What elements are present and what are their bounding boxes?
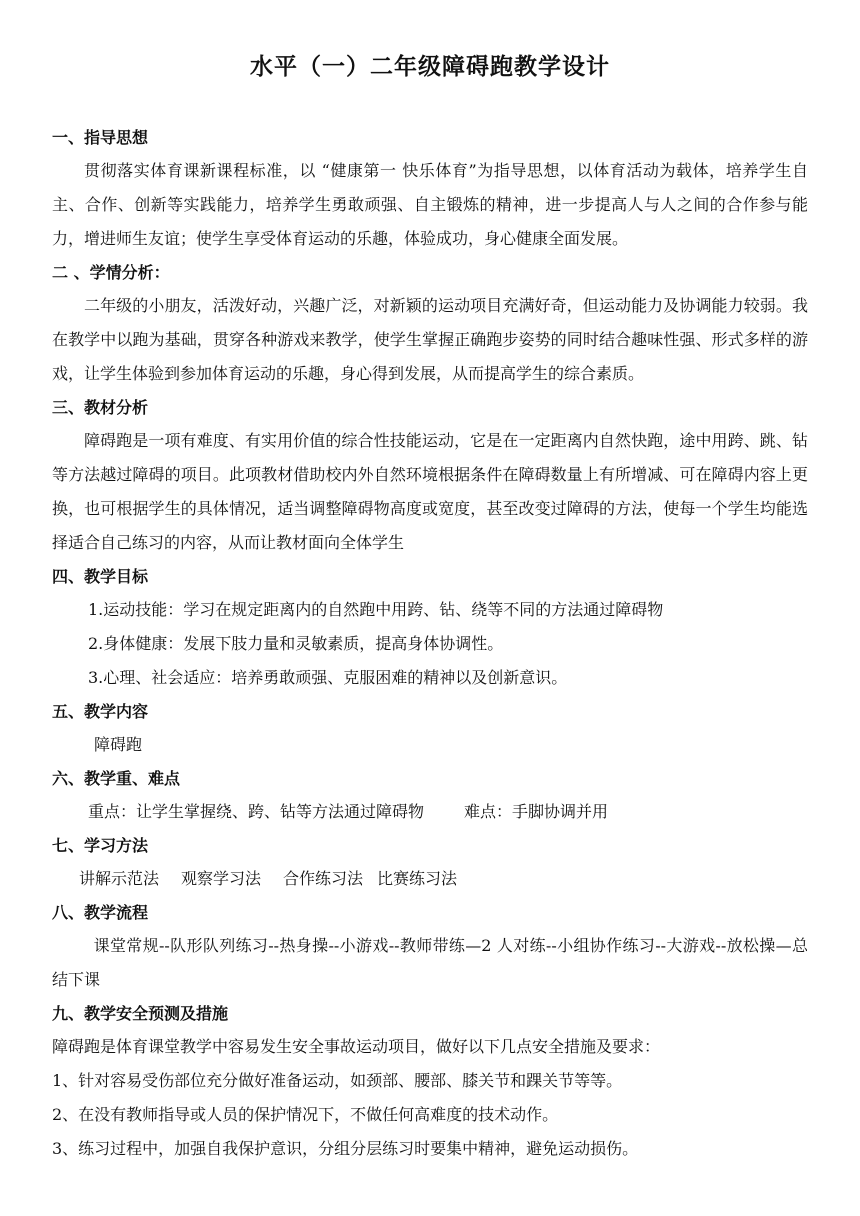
safety-item: 2、在没有教师指导或人员的保护情况下，不做任何高难度的技术动作。 — [52, 1105, 559, 1124]
method-item: 观察学习法 — [181, 869, 262, 888]
section-heading-key-difficult-points: 六、教学重、难点 — [52, 769, 181, 788]
safety-intro: 障碍跑是体育课堂教学中容易发生安全事故运动项目，做好以下几点安全措施及要求： — [52, 1037, 661, 1056]
method-item: 合作练习法 — [283, 869, 364, 888]
methods-row — [52, 862, 808, 896]
section-text-teaching-process: 课堂常规--队形队列练习--热身操--小游戏--教师带练—2 人对练--小组协作练习--大游戏--放松操—总结下课 — [52, 936, 808, 989]
goal-item: 2.身体健康：发展下肢力量和灵敏素质，提高身体协调性。 — [88, 634, 504, 653]
method-item: 讲解示范法 — [79, 869, 160, 888]
section-heading-teaching-content: 五、教学内容 — [52, 702, 149, 721]
section-heading-teaching-goals: 四、教学目标 — [52, 567, 149, 586]
safety-item: 1、针对容易受伤部位充分做好准备运动，如颈部、腰部、膝关节和踝关节等等。 — [52, 1071, 623, 1090]
section-text-teaching-content: 障碍跑 — [94, 735, 143, 754]
section-heading-guiding-thought: 一、指导思想 — [52, 128, 149, 147]
document-title: 水平（一）二年级障碍跑教学设计 — [250, 54, 610, 80]
section-text-material-analysis: 障碍跑是一项有难度、有实用价值的综合性技能运动，它是在一定距离内自然快跑，途中用跨、跳、钻等方法越过障碍的项目。此项教材借助校内外自然环境根据条件在障碍数量上有所增减、可在障碍内容上更换，也可根据学生的具体情况，适当调整障碍物高度或宽度，甚至改变过障碍的方法，使每一个学生均能选择适合自己练习的内容，从而让教材面向全体学生 — [52, 431, 808, 552]
method-item: 比赛练习法 — [377, 869, 458, 888]
section-text-guiding-thought: 贯彻落实体育课新课程标准，以 “健康第一 快乐体育”为指导思想，以体育活动为载体，培养学生自主、合作、创新等实践能力，培养学生勇敢顽强、自主锻炼的精神，进一步提高人与人之间的合作参与能力，增进师生友谊；使学生享受体育运动的乐趣，体验成功，身心健康全面发展。 — [52, 161, 808, 248]
section-heading-safety-measures: 九、教学安全预测及措施 — [52, 1004, 229, 1023]
section-text-student-analysis: 二年级的小朋友，活泼好动，兴趣广泛，对新颖的运动项目充满好奇，但运动能力及协调能力较弱。我在教学中以跑为基础，贯穿各种游戏来教学，使学生掌握正确跑步姿势的同时结合趣味性强、形式多样的游戏，让学生体验到参加体育运动的乐趣，身心得到发展，从而提高学生的综合素质。 — [52, 296, 808, 383]
section-heading-learning-methods: 七、学习方法 — [52, 836, 149, 855]
goal-item: 1.运动技能：学习在规定距离内的自然跑中用跨、钻、绕等不同的方法通过障碍物 — [88, 600, 664, 619]
difficulty-text: 难点：手脚协调并用 — [464, 802, 609, 821]
key-point-text: 重点：让学生掌握绕、跨、钻等方法通过障碍物 — [88, 802, 425, 821]
section-heading-student-analysis: 二 、学情分析： — [52, 263, 170, 282]
safety-item: 3、练习过程中，加强自我保护意识，分组分层练习时要集中精神，避免运动损伤。 — [52, 1139, 639, 1158]
section-heading-teaching-process: 八、教学流程 — [52, 903, 149, 922]
section-heading-material-analysis: 三、教材分析 — [52, 398, 149, 417]
key-difficult-row — [52, 795, 808, 829]
goal-item: 3.心理、社会适应：培养勇敢顽强、克服困难的精神以及创新意识。 — [88, 668, 568, 687]
